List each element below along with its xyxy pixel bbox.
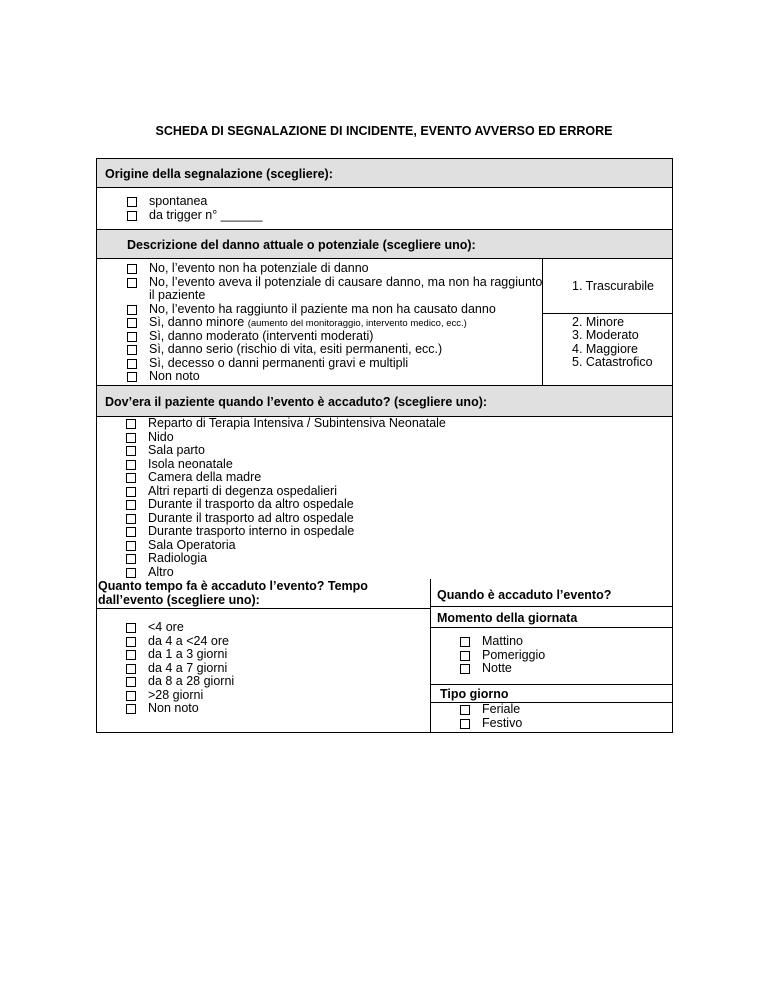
danno-option[interactable]: No, l’evento non ha potenziale di danno: [127, 262, 547, 276]
origine-option[interactable]: spontanea: [127, 195, 262, 209]
danno-header: Descrizione del danno attuale o potenziale (scegliere uno):: [127, 238, 476, 252]
checkbox[interactable]: [126, 487, 136, 497]
checkbox[interactable]: [126, 446, 136, 456]
origine-header: Origine della segnalazione (scegliere):: [105, 167, 333, 181]
checkbox[interactable]: [126, 650, 136, 660]
tipo-header-line: [430, 684, 673, 685]
danno-option[interactable]: Sì, decesso o danni permanenti gravi e multipli: [127, 357, 547, 371]
minore-note: (aumento del monitoraggio, intervento medico, ecc.): [247, 318, 467, 329]
momento-option[interactable]: Mattino: [460, 635, 545, 649]
tipo-options: [460, 703, 522, 730]
checkbox[interactable]: [460, 705, 470, 715]
checkbox[interactable]: [126, 527, 136, 537]
checkbox[interactable]: [126, 691, 136, 701]
tempo-option[interactable]: da 8 a 28 giorni: [126, 675, 234, 689]
checkbox[interactable]: [126, 460, 136, 470]
severity-minore: 2. Minore: [572, 315, 625, 329]
luogo-option[interactable]: Isola neonatale: [126, 458, 446, 472]
checkbox[interactable]: [126, 568, 136, 578]
luogo-option[interactable]: Altri reparti di degenza ospedalieri: [126, 485, 446, 499]
table-bottom-border: [96, 732, 673, 733]
checkbox[interactable]: [126, 704, 136, 714]
checkbox[interactable]: [127, 318, 137, 328]
checkbox[interactable]: [127, 345, 137, 355]
luogo-option[interactable]: Sala parto: [126, 444, 446, 458]
luogo-option[interactable]: Durante il trasporto da altro ospedale: [126, 498, 446, 512]
tempo-option[interactable]: da 1 a 3 giorni: [126, 648, 234, 662]
origine-options-row: [96, 187, 673, 230]
luogo-header: Dov’era il paziente quando l’evento è accaduto? (scegliere uno):: [105, 395, 488, 409]
checkbox[interactable]: [126, 433, 136, 443]
severity-column-divider: [542, 259, 543, 386]
tipo-option[interactable]: Festivo: [460, 717, 522, 731]
momento-options: [460, 635, 545, 676]
checkbox[interactable]: [126, 623, 136, 633]
danno-option[interactable]: Non noto: [127, 370, 547, 384]
tempo-header: Quanto tempo fa è accaduto l’evento? Tempo dall’evento (scegliere uno):: [98, 579, 368, 607]
origine-header-row: [96, 158, 673, 188]
checkbox[interactable]: [127, 197, 137, 207]
severity-maggiore: 4. Maggiore: [572, 342, 639, 356]
tempo-option[interactable]: <4 ore: [126, 621, 234, 635]
checkbox[interactable]: [126, 473, 136, 483]
checkbox[interactable]: [127, 278, 137, 288]
quando-header-line: [430, 606, 673, 607]
luogo-right-border: [672, 416, 673, 733]
tempo-header-line: [96, 608, 430, 609]
luogo-option[interactable]: Durante trasporto interno in ospedale: [126, 525, 446, 539]
tempo-options: [126, 621, 234, 716]
momento-header-line: [430, 627, 673, 628]
severity-moderato: 3. Moderato: [572, 328, 639, 342]
checkbox[interactable]: [126, 637, 136, 647]
danno-options-row: [96, 258, 673, 386]
severity-catastrofico: 5. Catastrofico: [572, 355, 653, 369]
luogo-option[interactable]: Durante il trasporto ad altro ospedale: [126, 512, 446, 526]
checkbox[interactable]: [460, 664, 470, 674]
severity-divider-h: [542, 313, 673, 314]
checkbox[interactable]: [126, 664, 136, 674]
checkbox[interactable]: [127, 332, 137, 342]
danno-option[interactable]: No, l’evento ha raggiunto il paziente ma non ha causato danno: [127, 303, 547, 317]
danno-option[interactable]: Sì, danno moderato (interventi moderati): [127, 330, 547, 344]
danno-header-row: [96, 229, 673, 259]
tipo-header: Tipo giorno: [440, 687, 509, 701]
danno-option[interactable]: No, l’evento aveva il potenziale di causare danno, ma non ha raggiunto il paziente: [127, 276, 547, 303]
checkbox[interactable]: [126, 500, 136, 510]
danno-option[interactable]: Sì, danno minore (aumento del monitoraggio, intervento medico, ecc.): [127, 316, 547, 330]
severity-trascurabile: 1. Trascurabile: [572, 279, 654, 293]
quando-column-divider: [430, 579, 431, 733]
tempo-option[interactable]: da 4 a <24 ore: [126, 635, 234, 649]
checkbox[interactable]: [126, 541, 136, 551]
checkbox[interactable]: [460, 651, 470, 661]
checkbox[interactable]: [127, 372, 137, 382]
checkbox[interactable]: [126, 514, 136, 524]
tempo-option[interactable]: Non noto: [126, 702, 234, 716]
checkbox[interactable]: [127, 305, 137, 315]
luogo-option[interactable]: Altro: [126, 566, 446, 580]
tempo-option[interactable]: da 4 a 7 giorni: [126, 662, 234, 676]
momento-header: Momento della giornata: [437, 611, 578, 625]
checkbox[interactable]: [126, 677, 136, 687]
luogo-left-border: [96, 416, 97, 733]
checkbox[interactable]: [126, 419, 136, 429]
luogo-option[interactable]: Nido: [126, 431, 446, 445]
luogo-option[interactable]: Sala Operatoria: [126, 539, 446, 553]
document-title: SCHEDA DI SEGNALAZIONE DI INCIDENTE, EVENTO AVVERSO ED ERRORE: [155, 124, 613, 138]
danno-option[interactable]: Sì, danno serio (rischio di vita, esiti permanenti, ecc.): [127, 343, 547, 357]
luogo-option[interactable]: Radiologia: [126, 552, 446, 566]
quando-header: Quando è accaduto l’evento?: [437, 588, 612, 602]
luogo-option[interactable]: Camera della madre: [126, 471, 446, 485]
tipo-option[interactable]: Feriale: [460, 703, 522, 717]
checkbox[interactable]: [127, 359, 137, 369]
luogo-option[interactable]: Reparto di Terapia Intensiva / Subintensiva Neonatale: [126, 417, 446, 431]
checkbox[interactable]: [127, 264, 137, 274]
momento-option[interactable]: Pomeriggio: [460, 649, 545, 663]
checkbox[interactable]: [126, 554, 136, 564]
checkbox[interactable]: [460, 637, 470, 647]
luogo-header-row: [96, 385, 673, 417]
checkbox[interactable]: [460, 719, 470, 729]
origine-option[interactable]: da trigger n° ______: [127, 209, 262, 223]
luogo-options: [126, 417, 446, 579]
tempo-option[interactable]: >28 giorni: [126, 689, 234, 703]
checkbox[interactable]: [127, 211, 137, 221]
momento-option[interactable]: Notte: [460, 662, 545, 676]
